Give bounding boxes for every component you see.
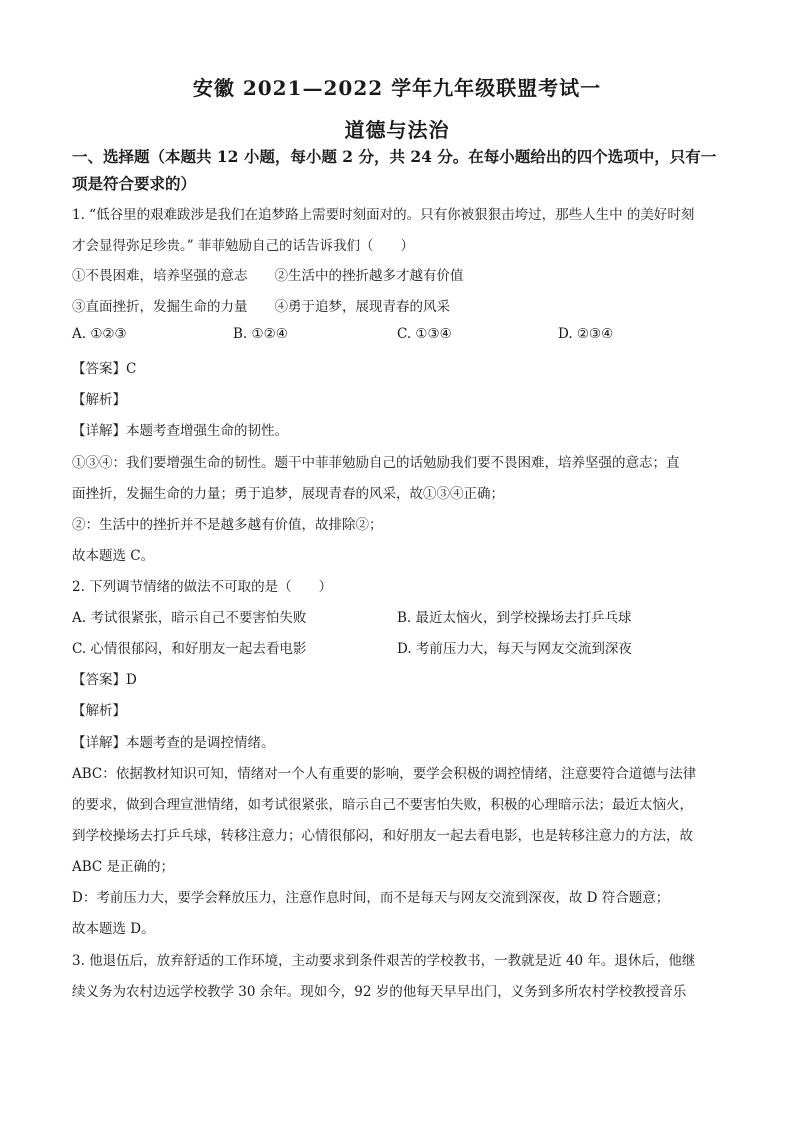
q2-analysis-label: 【解析】 [72, 703, 126, 719]
q1-detail: 【详解】本题考查增强生命的韧性。 [72, 423, 288, 439]
q2-option-b: B. 最近太恼火，到学校操场去打乒乓球 [397, 610, 632, 626]
q2-option-a: A. 考试很紧张，暗示自己不要害怕失败 [72, 610, 307, 626]
q1-items-line-1: ①不畏困难，培养坚强的意志 ②生活中的挫折越多才越有价值 [72, 268, 464, 284]
q1-answer: 【答案】C [72, 361, 137, 377]
q2-option-c: C. 心情很郁闷，和好朋友一起去看电影 [72, 641, 307, 657]
q1-option-b: B. ①②④ [233, 326, 288, 342]
q1-analysis-label: 【解析】 [72, 392, 126, 408]
q2-answer: 【答案】D [72, 672, 137, 688]
q1-explanation-line-3: ②：生活中的挫折并不是越多越有价值，故排除②； [72, 517, 383, 533]
q2-explanation-line-2: 的要求，做到合理宣泄情绪，如考试很紧张，暗示自己不要害怕失败，积极的心理暗示法；最近太恼火， [72, 797, 693, 813]
q2-conclusion: 故本题选 D。 [72, 921, 155, 937]
exam-subject: 道德与法治 [344, 118, 450, 142]
section-heading-line-1: 一、选择题（本题共 12 小题，每小题 2 分，共 24 分。在每小题给出的四个选项中，只有一 [72, 147, 717, 166]
q3-stem-line-1: 3. 他退伍后，放弃舒适的工作环境，主动要求到条件艰苦的学校教书，一教就是近 40 年。退休后，他继 [72, 953, 696, 969]
q3-stem-line-2: 续义务为农村边远学校教学 30 余年。现如今，92 岁的他每天早早出门，义务到多所农村学校教授音乐 [72, 984, 687, 1000]
q1-stem-line-1: 1. “低谷里的艰难跋涉是我们在追梦路上需要时刻面对的。只有你被狠狠击垮过，那些人生中 的美好时刻 [72, 207, 695, 223]
q2-detail: 【详解】本题考查的是调控情绪。 [72, 735, 275, 751]
section-heading-line-2: 项是符合要求的） [72, 174, 197, 193]
q1-option-d: D. ②③④ [558, 326, 614, 342]
q2-explanation-line-4: ABC 是正确的； [72, 859, 175, 875]
q2-explanation-line-1: ABC：依据教材知识可知，情绪对一个人有重要的影响，要学会积极的调控情绪，注意要符合道德与法律 [72, 766, 697, 782]
q1-option-a: A. ①②③ [72, 326, 127, 342]
q1-items-line-2: ③直面挫折，发掘生命的力量 ④勇于追梦，展现青春的风采 [72, 299, 450, 315]
q1-option-c: C. ①③④ [397, 326, 452, 342]
q1-explanation-line-1: ①③④：我们要增强生命的韧性。题干中菲菲勉励自己的话勉励我们要不畏困难，培养坚强的意志；直 [72, 455, 680, 471]
q1-stem-line-2: 才会显得弥足珍贵。” 菲菲勉励自己的话告诉我们（ ） [72, 238, 414, 254]
q2-explanation-line-3: 到学校操场去打乒乓球，转移注意力；心情很郁闷，和好朋友一起去看电影，也是转移注意力的方法，故 [72, 828, 693, 844]
q2-explanation-line-5: D：考前压力大，要学会释放压力，注意作息时间，而不是每天与网友交流到深夜，故 D 符合题意； [72, 890, 670, 906]
q2-option-d: D. 考前压力大，每天与网友交流到深夜 [397, 641, 632, 657]
q2-stem: 2. 下列调节情绪的做法不可取的是（ ） [72, 579, 333, 595]
exam-title: 安徽 2021—2022 学年九年级联盟考试一 [192, 76, 602, 100]
q1-explanation-line-2: 面挫折，发掘生命的力量；勇于追梦，展现青春的风采，故①③④正确； [72, 486, 504, 502]
q1-conclusion: 故本题选 C。 [72, 548, 155, 564]
